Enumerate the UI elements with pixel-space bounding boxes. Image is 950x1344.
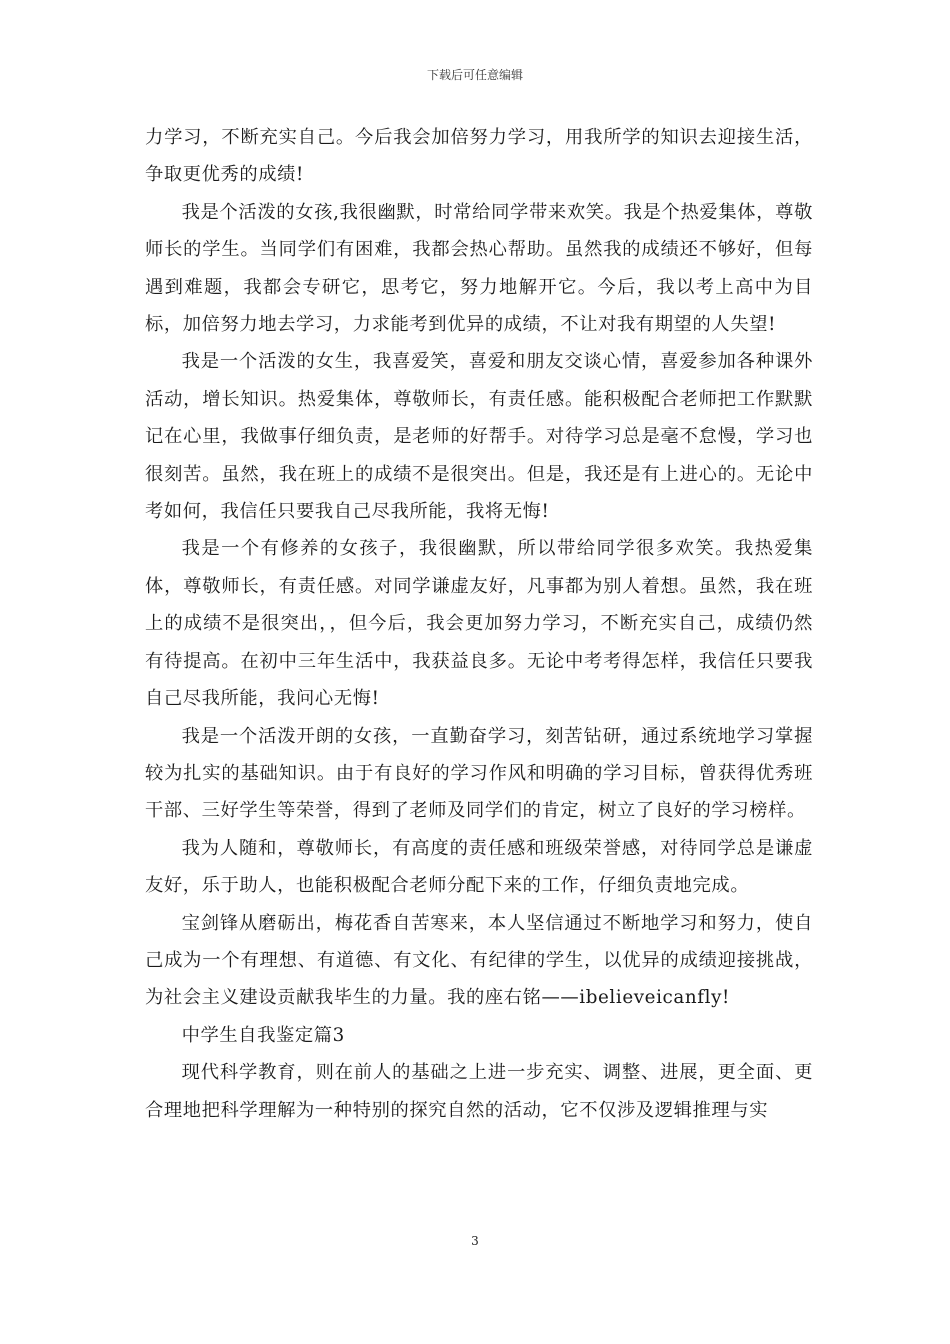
page-header-note: 下载后可任意编辑 xyxy=(426,68,523,82)
page-number: 3 xyxy=(471,1234,479,1248)
paragraph-easygoing: 我为人随和，尊敬师长，有高度的责任感和班级荣誉感，对待同学总是谦虚友好，乐于助人，也能积极配合老师分配下来的工作，仔细负责地完成。 xyxy=(145,837,813,897)
paragraph-cultivated-girl: 我是一个有修养的女孩子，我很幽默，所以带给同学很多欢笑。我热爱集体，尊敬师长，有责任感。对同学谦虚友好，凡事都为别人着想。虽然，我在班上的成绩不是很突出，，但今后，我会更加努力学习，不断充实自己，成绩仍然有待提高。在初中三年生活中，我获益良多。无论中考考得怎样，我信任只要我自己尽我所能，我问心无悔! xyxy=(145,538,813,710)
paragraph-science-education: 现代科学教育，则在前人的基础之上进一步充实、调整、进展，更全面、更合理地把科学理解为一种特别的探究自然的活动，它不仅涉及逻辑推理与实 xyxy=(145,1062,813,1121)
paragraph-lively-student: 我是一个活泼的女生，我喜爱笑，喜爱和朋友交谈心情，喜爱参加各种课外活动，增长知识。热爱集体，尊敬师长，有责任感。能积极配合老师把工作默默记在心里，我做事仔细负责，是老师的好帮手。对待学习总是毫不怠慢，学习也很刻苦。虽然，我在班上的成绩不是很突出。但是，我还是有上进心的。无论中考如何，我信任只要我自己尽我所能，我将无悔! xyxy=(145,351,813,523)
paragraph-continuation: 力学习，不断充实自己。今后我会加倍努力学习，用我所学的知识去迎接生活，争取更优秀的成绩! xyxy=(145,127,813,186)
paragraph-cheerful-girl: 我是一个活泼开朗的女孩，一直勤奋学习，刻苦钻研，通过系统地学习掌握较为扎实的基础知识。由于有良好的学习作风和明确的学习目标，曾获得优秀班干部、三好学生等荣誉，得到了老师及同学们的肯定，树立了良好的学习榜样。 xyxy=(145,725,813,822)
document-body xyxy=(145,119,813,1129)
section-heading: 中学生自我鉴定篇3 xyxy=(181,1024,345,1046)
paragraph-motto: 宝剑锋从磨砺出，梅花香自苦寒来，本人坚信通过不断地学习和努力，使自己成为一个有理想、有道德、有文化、有纪律的学生，以优异的成绩迎接挑战，为社会主义建设贡献我毕生的力量。我的座右铭——ibelieveicanfly! xyxy=(145,912,813,1009)
paragraph-lively-girl: 我是个活泼的女孩,我很幽默，时常给同学带来欢笑。我是个热爱集体，尊敬师长的学生。当同学们有困难，我都会热心帮助。虽然我的成绩还不够好，但每遇到难题，我都会专研它，思考它，努力地解开它。今后，我以考上高中为目标，加倍努力地去学习，力求能考到优异的成绩，不让对我有期望的人失望! xyxy=(145,201,813,336)
